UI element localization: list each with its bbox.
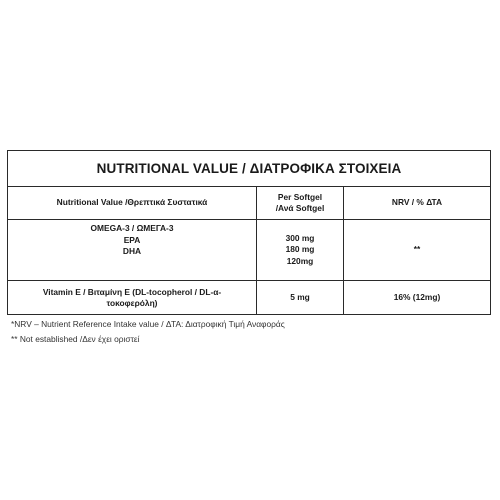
amount-line: 180 mg [285, 244, 315, 255]
nutrient-line: Vitamin E / Βιταμίνη Ε (DL-tocopherol / DL-α- [42, 286, 222, 297]
nutrient-line: EPA [123, 234, 141, 245]
table-row-omega3-nrv [344, 220, 490, 280]
header-nutrient [8, 187, 256, 219]
header-nrv-label: NRV / % ΔΤΑ [391, 197, 443, 208]
amount-line: 120mg [286, 255, 314, 266]
table-title: NUTRITIONAL VALUE / ΔΙΑΤΡΟΦΙΚΑ ΣΤΟΙΧΕΙΑ [8, 151, 490, 187]
amount-value: 5 mg [290, 292, 310, 303]
header-nrv [344, 187, 490, 219]
nrv-value: ** [413, 244, 421, 255]
header-per-softgel [257, 187, 343, 219]
table-row-omega3-nutrient [8, 220, 256, 280]
table-row-vitamin-e-nrv [344, 281, 490, 315]
amount-line: 300 mg [285, 232, 315, 243]
table-row-vitamin-e-nutrient [8, 281, 256, 315]
nutrient-line: DHA [122, 246, 142, 256]
table-row-omega3-amount [257, 220, 343, 280]
table-row-vitamin-e-amount [257, 281, 343, 315]
footnote-nrv: *NRV – Nutrient Reference Intake value / ΔΤΑ: Διατροφική Τιμή Αναφοράς [11, 319, 285, 329]
nutrient-line: τοκοφερόλη) [106, 298, 158, 308]
header-per-softgel-line1: Per Softgel [277, 191, 323, 202]
header-per-softgel-line2: /Ανά Softgel [275, 203, 325, 213]
nutrition-table [7, 150, 491, 315]
header-nutrient-label: Nutritional Value /Θρεπτικά Συστατικά [56, 197, 208, 208]
nrv-value: 16% (12mg) [393, 292, 441, 303]
footnote-not-established: ** Not established /Δεν έχει οριστεί [11, 334, 140, 344]
nutrient-line: OMEGA-3 / ΩΜΕΓΑ-3 [90, 223, 174, 233]
